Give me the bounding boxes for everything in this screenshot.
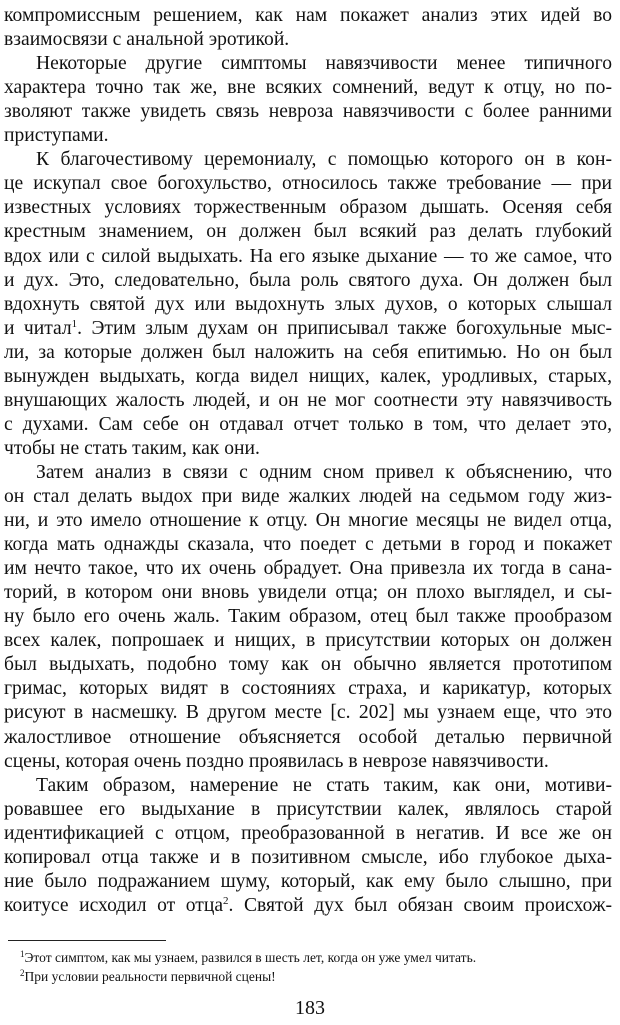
text-line: приступами. [4,125,109,147]
text-line: ровавшее его выдыхание в присутствии калек, являлось старой [4,798,612,820]
text-line: взаимосвязи с анальной эротикой. [4,29,290,51]
text-line: идентификацией с отцом, преобразованной в негатив. И все же он [4,822,612,844]
text-line: с духами. Сам себе он отдавал отчет только в том, что делает это, [4,413,612,435]
footnote-text: При условии реальности первичной сцены! [24,969,276,984]
footnote-separator [8,940,166,941]
text-line: сцены, которая очень поздно проявилась в неврозе навязчивости. [4,750,549,772]
text-line: ние было подражанием шуму, который, как ему было слышно, при [4,870,612,892]
text-line: характера точно так же, вне всяких сомнений, ведут к отцу, но по- [4,77,612,99]
text-line: це искупал свое богохульство, относилось также требование — при [4,173,612,195]
text-line: зволяют также увидеть связь невроза навязчивости с более ранними [4,101,612,123]
footnote [20,948,476,968]
text-line: был выдыхать, подобно тому как он обычно является прототипом [4,654,612,676]
text-line: всех калек, попрошаек и нищих, в присутствии которых он должен [4,630,612,652]
page-number: 183 [295,997,325,1019]
text-line: им нечто такое, что их очень обрадует. Она привезла их тогда в сана- [4,558,612,580]
text-segment: коитусе исходил от отца [4,894,224,916]
text-line: и дух. Это, следовательно, была роль святого духа. Он должен был [4,269,612,291]
text-line: Некоторые другие симптомы навязчивости менее типичного [36,53,612,75]
text-line: Таким образом, намерение не стать таким, как они, мотиви- [36,774,612,796]
text-line: копировал отца также и в позитивном смысле, ибо глубокое дыха- [4,846,612,868]
text-line: он стал делать выдох при виде жалких людей на седьмом году жиз- [4,486,612,507]
text-line: ли, за которые должен был наложить на себя епитимью. Но он был [4,341,612,363]
text-line: вдохнуть святой дух или выдохнуть злых духов, о которых слышал [4,293,612,315]
footnote-text: Этот симптом, как мы узнаем, развился в шесть лет, когда он уже умел читать. [24,950,477,965]
text-segment: и читал [4,317,72,339]
text-line: К благочестивому церемониалу, с помощью которого он в кон- [36,149,612,171]
text-line: крестным знамением, он должен был всякий раз делать глубокий [4,221,612,243]
text-line: ни, и это имело отношение к отцу. Он многие месяцы не видел отца, [4,510,612,532]
text-segment: . Этим злым духам он приписывал также богохульные мыс- [77,317,612,339]
text-line: когда мать однажды сказала, что поедет с детьми в город и покажет [4,534,612,556]
text-line: вдох или с силой выдыхать. На его языке дыхание — то же самое, что [4,245,612,267]
text-line: чтобы не стать таким, как они. [4,437,260,459]
footnote-ref[interactable]: 2 [223,894,229,907]
text-line: жалостливое отношение объясняется особой деталью первичной [4,726,612,748]
text-line: ну было его очень жаль. Таким образом, отец был также прообразом [4,606,612,628]
text-segment: . Святой дух был обязан своим происхож- [228,894,613,916]
text-line: торий, в котором они вновь увидели отца; он плохо выглядел, и сы- [4,582,612,604]
text-line [4,317,612,341]
footnote-ref[interactable]: 1 [71,317,78,330]
text-line: гримас, которых видят в состояниях страха, и карикатур, которых [4,678,612,700]
text-line: внушающих жалость людей, и он не мог соотнести эту навязчивость [4,389,612,411]
text-line: рисуют в насмешку. В другом месте [с. 202] мы узнаем еще, что это [4,702,612,724]
text-line: компромиссным решением, как нам покажет анализ этих идей во [4,5,612,26]
footnote-mark: 1 [20,949,25,959]
text-line: известных условиях торжественным образом дышать. Осеняя себя [4,197,612,219]
text-line: вынужден выдыхать, когда видел нищих, калек, уродливых, старых, [4,365,612,387]
footnote [20,967,276,987]
text-line [4,894,612,918]
text-line: Затем анализ в связи с одним сном привел к объяснению, что [36,461,612,483]
footnote-mark: 2 [20,968,25,978]
